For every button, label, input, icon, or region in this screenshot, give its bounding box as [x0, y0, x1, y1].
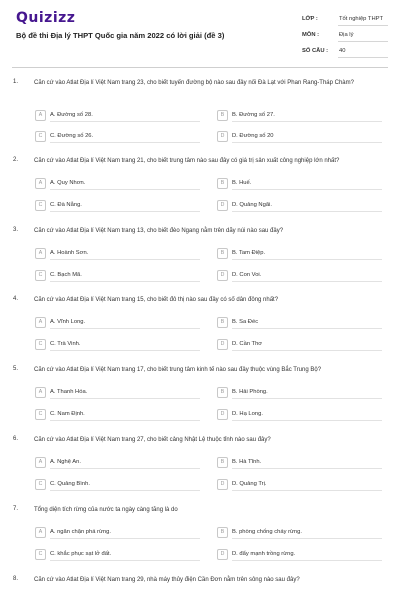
- option-text: B. Đường số 27.: [232, 112, 275, 118]
- option-letter-box: D: [217, 131, 228, 142]
- option-underline: [50, 211, 200, 212]
- option-letter-box: C: [35, 131, 46, 142]
- option-text: B. Tam Điệp.: [232, 250, 266, 256]
- option-a[interactable]: [35, 316, 200, 329]
- header-divider: [12, 67, 388, 68]
- option-text: B. Huế.: [232, 180, 252, 186]
- meta-subject: [302, 28, 388, 43]
- option-d[interactable]: [217, 408, 382, 421]
- option-underline: [232, 490, 382, 491]
- option-underline: [232, 328, 382, 329]
- question-text: Căn cứ vào Atlat Địa lí Việt Nam trang 23, cho biết tuyến đường bộ nào sau đây nối Đà Lạt với Phan Rang-Tháp Chàm?: [34, 80, 354, 86]
- meta-subject-value: Địa lý: [339, 32, 354, 38]
- option-text: B. phòng chống cháy rừng.: [232, 529, 302, 535]
- option-a[interactable]: [35, 386, 200, 399]
- question-8: [0, 576, 400, 590]
- question-text: Tổng diện tích rừng của nước ta ngày càng tăng là do: [34, 507, 178, 513]
- option-underline: [232, 142, 382, 143]
- option-letter-box: A: [35, 527, 46, 538]
- option-text: C. Bạch Mã.: [50, 272, 82, 278]
- option-d[interactable]: [217, 130, 382, 143]
- option-underline: [50, 350, 200, 351]
- option-letter-box: C: [35, 479, 46, 490]
- question-6: [0, 436, 400, 492]
- question-number: 1.: [13, 79, 19, 85]
- question-number: 7.: [13, 506, 19, 512]
- option-letter-box: D: [217, 409, 228, 420]
- option-letter-box: D: [217, 339, 228, 350]
- question-number: 8.: [13, 576, 19, 582]
- option-text: D. Hạ Long.: [232, 411, 263, 417]
- question-4: [0, 296, 400, 352]
- option-text: B. Hải Phòng.: [232, 389, 268, 395]
- meta-question-count-field: [338, 44, 388, 58]
- option-letter-box: B: [217, 110, 228, 121]
- option-underline: [50, 121, 200, 122]
- meta-question-count: [302, 44, 388, 59]
- option-underline: [50, 490, 200, 491]
- option-underline: [50, 538, 200, 539]
- option-underline: [232, 560, 382, 561]
- option-d[interactable]: [217, 199, 382, 212]
- meta-question-count-label: SỐ CÂU :: [302, 48, 329, 54]
- option-b[interactable]: [217, 316, 382, 329]
- option-letter-box: C: [35, 549, 46, 560]
- option-letter-box: B: [217, 457, 228, 468]
- option-b[interactable]: [217, 456, 382, 469]
- option-underline: [50, 398, 200, 399]
- option-underline: [232, 398, 382, 399]
- option-a[interactable]: [35, 109, 200, 122]
- option-c[interactable]: [35, 269, 200, 282]
- question-text: Căn cứ vào Atlat Địa lí Việt Nam trang 13, cho biết đèo Ngang nằm trên dãy núi nào sau đây?: [34, 228, 284, 234]
- question-text: Căn cứ vào Atlat Địa lí Việt Nam trang 29, nhà máy thủy điện Cần Đơn nằm trên sông nào sau đây?: [34, 577, 300, 583]
- option-text: A. Nghệ An.: [50, 459, 81, 465]
- option-a[interactable]: [35, 247, 200, 260]
- option-letter-box: A: [35, 178, 46, 189]
- option-letter-box: B: [217, 387, 228, 398]
- question-5: [0, 366, 400, 422]
- question-2: [0, 157, 400, 213]
- question-number: 4.: [13, 296, 19, 302]
- question-3: [0, 227, 400, 283]
- option-underline: [50, 328, 200, 329]
- option-underline: [232, 538, 382, 539]
- option-text: C. Đường số 26.: [50, 133, 94, 139]
- option-a[interactable]: [35, 177, 200, 190]
- option-text: A. Thanh Hóa.: [50, 389, 88, 395]
- option-text: C. khắc phục sạt lở đất.: [50, 551, 112, 557]
- option-letter-box: B: [217, 178, 228, 189]
- option-b[interactable]: [217, 109, 382, 122]
- option-underline: [50, 259, 200, 260]
- worksheet-header: [0, 0, 400, 66]
- question-text: Căn cứ vào Atlat Địa lí Việt Nam trang 17, cho biết trung tâm kinh tế nào sau đây thuộc vùng Bắc Trung Bộ?: [34, 367, 322, 373]
- option-underline: [232, 281, 382, 282]
- option-d[interactable]: [217, 478, 382, 491]
- option-underline: [232, 350, 382, 351]
- option-c[interactable]: [35, 199, 200, 212]
- option-text: B. Sa Đéc: [232, 319, 259, 325]
- option-text: C. Quảng Bình.: [50, 481, 90, 487]
- question-7: [0, 506, 400, 562]
- worksheet-title: Bộ đề thi Địa lý THPT Quốc gia năm 2022 có lời giải (đề 3): [16, 31, 225, 40]
- option-text: D. đẩy mạnh trồng rừng.: [232, 551, 296, 557]
- option-text: A. Quy Nhơn.: [50, 180, 86, 186]
- option-text: D. Quảng Trị.: [232, 481, 267, 487]
- question-number: 6.: [13, 436, 19, 442]
- option-text: A. Hoành Sơn.: [50, 250, 89, 256]
- option-text: D. Quảng Ngãi.: [232, 202, 272, 208]
- option-text: A. ngăn chặn phá rừng.: [50, 529, 111, 535]
- option-underline: [232, 468, 382, 469]
- option-letter-box: A: [35, 110, 46, 121]
- option-c[interactable]: [35, 130, 200, 143]
- option-letter-box: B: [217, 317, 228, 328]
- option-a[interactable]: [35, 456, 200, 469]
- option-letter-box: A: [35, 248, 46, 259]
- option-letter-box: C: [35, 409, 46, 420]
- question-text: Căn cứ vào Atlat Địa lí Việt Nam trang 21, cho biết trung tâm nào sau đây có giá trị sản xuất công nghiệp lớn nhất?: [34, 158, 340, 164]
- option-letter-box: D: [217, 549, 228, 560]
- option-underline: [232, 420, 382, 421]
- option-text: C. Nam Định.: [50, 411, 85, 417]
- option-text: A. Vĩnh Long.: [50, 319, 86, 325]
- option-underline: [232, 259, 382, 260]
- option-c[interactable]: [35, 408, 200, 421]
- option-underline: [50, 189, 200, 190]
- meta-question-count-value: 40: [339, 48, 346, 54]
- option-letter-box: D: [217, 200, 228, 211]
- option-letter-box: C: [35, 339, 46, 350]
- option-text: A. Đường số 28.: [50, 112, 93, 118]
- option-text: C. Đà Nẵng.: [50, 202, 82, 208]
- option-underline: [232, 121, 382, 122]
- option-letter-box: A: [35, 317, 46, 328]
- question-text: Căn cứ vào Atlat Địa lí Việt Nam trang 27, cho biết cảng Nhật Lệ thuộc tỉnh nào sau đây?: [34, 437, 271, 443]
- option-underline: [232, 189, 382, 190]
- quizizz-logo: Quizizz: [16, 10, 76, 26]
- option-text: C. Trà Vinh.: [50, 341, 81, 347]
- option-b[interactable]: [217, 177, 382, 190]
- meta-grade-field: [338, 12, 388, 26]
- question-number: 3.: [13, 227, 19, 233]
- option-c[interactable]: [35, 338, 200, 351]
- meta-grade-label: LỚP :: [302, 16, 318, 22]
- option-a[interactable]: [35, 526, 200, 539]
- option-c[interactable]: [35, 548, 200, 561]
- option-letter-box: A: [35, 387, 46, 398]
- question-text: Căn cứ vào Atlat Địa lí Việt Nam trang 15, cho biết đô thị nào sau đây có số dân đông nhất?: [34, 297, 279, 303]
- option-c[interactable]: [35, 478, 200, 491]
- option-text: B. Hà Tĩnh.: [232, 459, 262, 465]
- option-underline: [50, 468, 200, 469]
- meta-grade: [302, 12, 388, 27]
- meta-subject-field: [338, 28, 388, 42]
- option-underline: [232, 211, 382, 212]
- question-1: [0, 79, 400, 145]
- option-d[interactable]: [217, 338, 382, 351]
- option-d[interactable]: [217, 269, 382, 282]
- option-letter-box: D: [217, 270, 228, 281]
- option-text: D. Con Voi.: [232, 272, 262, 278]
- option-underline: [50, 420, 200, 421]
- option-letter-box: C: [35, 270, 46, 281]
- option-text: D. Đường số 20: [232, 133, 274, 139]
- option-b[interactable]: [217, 386, 382, 399]
- option-underline: [50, 281, 200, 282]
- option-underline: [50, 560, 200, 561]
- option-b[interactable]: [217, 526, 382, 539]
- question-number: 2.: [13, 157, 19, 163]
- option-letter-box: B: [217, 248, 228, 259]
- option-letter-box: A: [35, 457, 46, 468]
- option-letter-box: D: [217, 479, 228, 490]
- question-number: 5.: [13, 366, 19, 372]
- option-letter-box: B: [217, 527, 228, 538]
- meta-subject-label: MÔN :: [302, 32, 320, 38]
- meta-grade-value: Tốt nghiệp THPT: [339, 16, 384, 22]
- option-underline: [50, 142, 200, 143]
- option-d[interactable]: [217, 548, 382, 561]
- option-b[interactable]: [217, 247, 382, 260]
- option-letter-box: C: [35, 200, 46, 211]
- option-text: D. Cần Thơ: [232, 341, 263, 347]
